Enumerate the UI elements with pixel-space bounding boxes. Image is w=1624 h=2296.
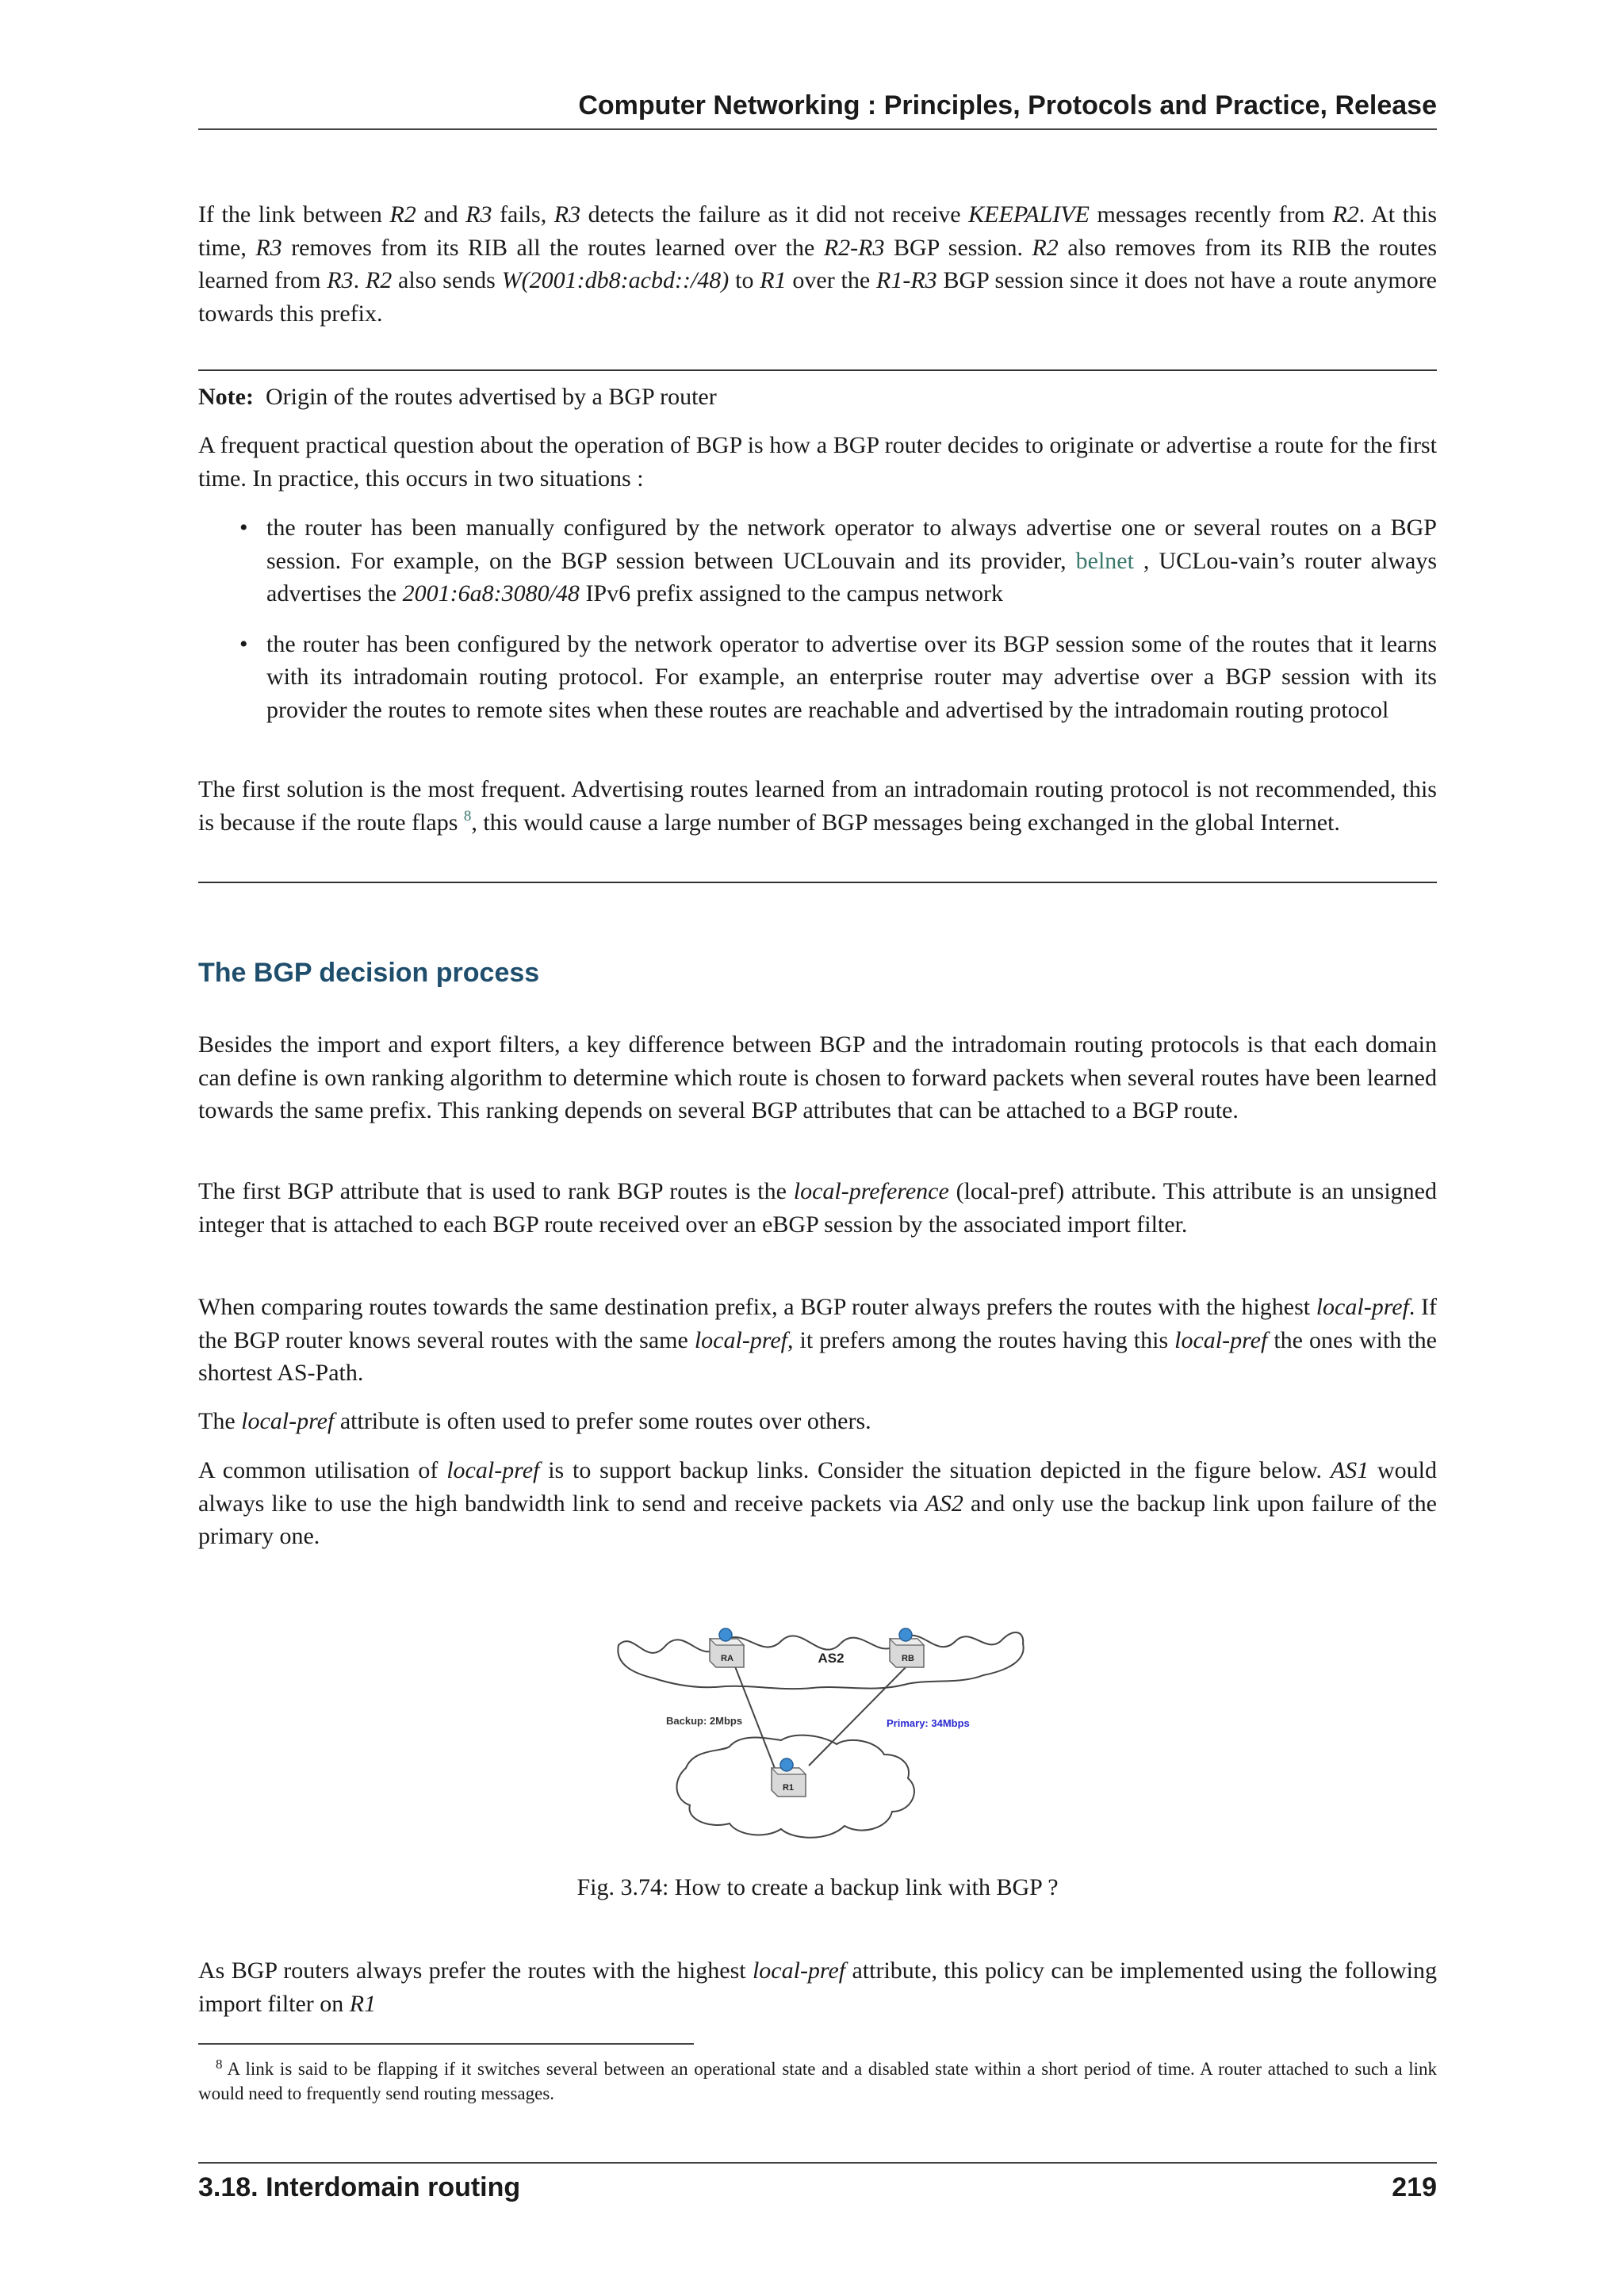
router-ra-label: RA [721, 1654, 733, 1663]
intro-paragraph: If the link between R2 and R3 fails, R3 detects the failure as it did not receive KEEPALIVE messages recently from R2. At this time, R3 removes from its RIB all the routes learned over the R2-R3 BGP session. R2 also removes from its RIB the routes learned from R3. R2 also sends W(2001:db8:acbd::/48) to R1 over the R1-R3 BGP session since it does not have a route anymore towards this prefix. [198, 201, 1438, 327]
primary-label: Primary: 34Mbps [887, 1717, 970, 1729]
page-number: 219 [1392, 2172, 1437, 2202]
note-paragraph-1: A frequent practical question about the operation of BGP is how a BGP router decides to originate or advertise a route for the first time. In practice, this occurs in two situations : [198, 432, 1437, 492]
header-rule [198, 128, 1437, 130]
footnote: $^8$ A link is said to be flapping if it switches several between an operational state and a disabled state within a short period of time. A router attached to such a link would need to frequently send routing messages. [198, 2057, 1437, 2103]
note-bottom-rule [198, 882, 1437, 883]
section-paragraph-2: The first BGP attribute that is used to rank BGP routes is the local-preference (local-pref) attribute. This attribute is an unsigned integer that is attached to each BGP route received over an eBGP session by the associated import filter. [198, 1178, 1437, 1238]
router-ra-icon [710, 1628, 744, 1667]
footer-rule [198, 2162, 1437, 2164]
backup-label: Backup: 2Mbps [666, 1715, 743, 1727]
router-rb-icon [890, 1628, 924, 1667]
section-heading: The BGP decision process [198, 958, 540, 988]
list-item: • the router has been configured by the network operator to advertise over its BGP session some of the routes that it learns with its intradomain routing protocol. For example, an enterprise router may advertise over a BGP session with its provider the routes to remote sites when these routes are reachable and advertised by the intradomain routing protocol [239, 630, 1437, 723]
figure-caption: Fig. 3.74: How to create a backup link with BGP ? [576, 1874, 1059, 1900]
note-heading: Note: Origin of the routes advertised by a BGP router [198, 384, 717, 410]
footnote-number: 8 [216, 2057, 223, 2072]
running-header: Computer Networking : Principles, Protocols and Practice, Release [578, 90, 1437, 121]
note-bullet-list [198, 511, 1437, 744]
section-paragraph-1: Besides the import and export filters, a key difference between BGP and the intradomain routing protocols is that each domain can define is own ranking algorithm to determine which route is chosen to forward packets when several routes have been learned towards the same prefix. This ranking depends on several BGP attributes that can be attached to a BGP route. [198, 1031, 1437, 1123]
footer-section: 3.18. Interdomain routing [198, 2172, 521, 2202]
section-paragraph-5: A common utilisation of local-pref is to support backup links. Consider the situation depicted in the figure below. AS1 would always like to use the high bandwidth link to send and receive packets via AS2 and only use the backup link upon failure of the primary one. [198, 1457, 1437, 1549]
section-paragraph-3: When comparing routes towards the same destination prefix, a BGP router always prefers the routes with the highest local-pref. If the BGP router knows several routes with the same local-pref, it prefers among the routes having this local-pref the ones with the shortest AS-Path. [198, 1294, 1438, 1386]
footnote-rule [198, 2043, 694, 2045]
section-paragraph-6: As BGP routers always prefer the routes with the highest local-pref attribute, this policy can be implemented using the following import filter on R1 [198, 1957, 1437, 2017]
footnote-ref[interactable]: 8 [463, 807, 472, 825]
list-item: • the router has been manually configured by the network operator to always advertise one or several routes on a BGP session. For example, on the BGP session between UCLouvain and its provider, belnet , UCLou-vain’s router always advertises the 2001:6a8:3080/48 IPv6 prefix assigned to the campus network [239, 515, 1437, 607]
router-rb-label: RB [902, 1654, 914, 1663]
belnet-link[interactable]: belnet [1075, 547, 1134, 574]
router-r1-label: R1 [782, 1783, 795, 1793]
note-top-rule [198, 369, 1437, 371]
backup-link-figure [611, 1621, 1031, 1851]
section-paragraph-4: The local-pref attribute is often used to prefer some routes over others. [198, 1408, 871, 1434]
note-paragraph-2: The first solution is the most frequent. Advertising routes learned from an intradomain routing protocol is not recommended, this is because if the route flaps $^8$, this would cause a large number of BGP messages being exchanged in the global Internet. [198, 776, 1437, 836]
as2-label: AS2 [818, 1651, 845, 1666]
